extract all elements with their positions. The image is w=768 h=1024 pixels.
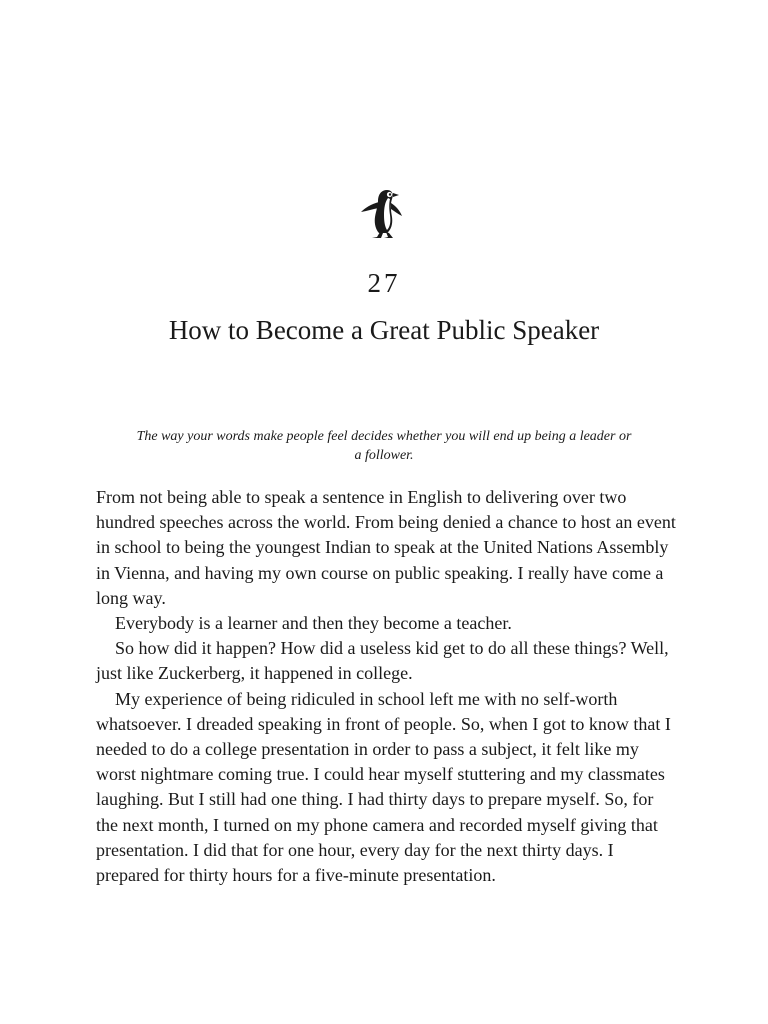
epigraph-line: a follower.: [354, 447, 414, 463]
body-paragraph: My experience of being ridiculed in school left me with no self-worth whatsoever. I dreaded speaking in front of people. So, when I got to know that I needed to do a college presentation in order to pass a subject, it felt like my worst nightmare coming true. I could hear myself stuttering and my classmates laughing. But I still had one thing. I had thirty days to prepare myself. So, for the next month, I turned on my phone camera and recorded myself giving that presentation. I did that for one hour, every day for the next thirty days. I prepared for thirty hours for a five-minute presentation.: [96, 688, 671, 886]
chapter-body: [96, 485, 676, 888]
chapter-number: 27: [367, 268, 401, 298]
epigraph: [126, 428, 642, 465]
epigraph-line: The way your words make people feel decides whether you will end up being a leader or: [136, 429, 632, 444]
body-paragraph: Everybody is a learner and then they become a teacher.: [115, 613, 512, 634]
chapter-title: How to Become a Great Public Speaker: [168, 315, 600, 345]
body-paragraph: From not being able to speak a sentence in English to delivering over two hundred speeches across the world. From being denied a chance to host an event in school to being the youngest Indian to speak at the United Nations Assembly in Vienna, and having my own course on public speaking. I really have come a long way.: [96, 487, 676, 608]
penguin-logo-icon: [357, 184, 409, 240]
body-paragraph: So how did it happen? How did a useless kid get to do all these things? Well, just like Zuckerberg, it happened in college.: [96, 638, 669, 684]
